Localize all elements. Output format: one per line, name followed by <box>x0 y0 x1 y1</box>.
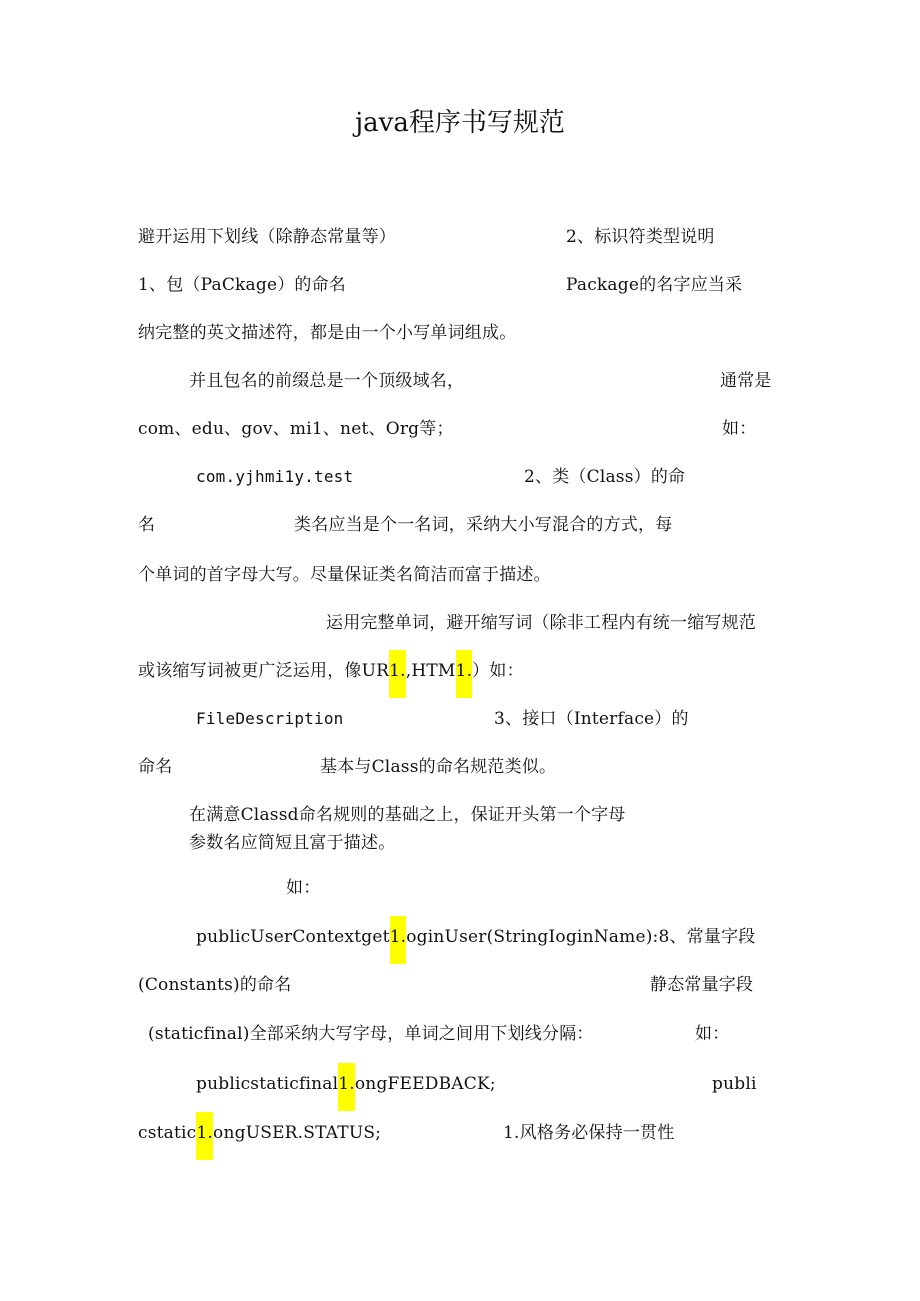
line-20-text: cstatic <box>138 1123 197 1143</box>
line-6-left: com.yjhmi1y.test <box>196 467 354 486</box>
line-13: 在满意Classd命名规则的基础之上，保证开头第一个字母 <box>189 805 626 825</box>
line-19-text: publicstaticfinal <box>196 1074 339 1094</box>
line-10-text-mid: ,HTM <box>405 661 456 681</box>
line-10 <box>138 659 524 683</box>
line-17-right: 静态常量字段 <box>650 975 754 995</box>
highlight-mark: 1. <box>389 650 406 698</box>
line-3: 纳完整的英文描述符，都是由一个小写单词组成。 <box>138 323 517 343</box>
line-19-text-end: ongFEEDBACK; <box>354 1074 496 1094</box>
line-18-left: (staticfinal)全部采纳大写字母，单词之间用下划线分隔： <box>148 1024 594 1044</box>
line-19-right: publi <box>712 1074 757 1094</box>
line-6-right: 2、类（Class）的命 <box>524 467 686 487</box>
line-11-left: FileDescription <box>196 709 344 728</box>
line-16 <box>196 925 755 949</box>
line-4-left: 并且包名的前缀总是一个顶级域名， <box>189 371 465 391</box>
highlight-mark: 1. <box>456 650 473 698</box>
line-7-right: 类名应当是个一名词，采纳大小写混合的方式，每 <box>294 515 673 535</box>
line-7-left: 名 <box>138 515 156 535</box>
line-12-right: 基本与Class的命名规范类似。 <box>320 757 557 777</box>
highlight-mark: 1. <box>196 1112 213 1160</box>
line-2-right: Package的名字应当采 <box>566 275 743 295</box>
line-11-right: 3、接口（Interface）的 <box>494 709 689 729</box>
highlight-mark: 1. <box>338 1063 355 1111</box>
line-10-text: 或该缩写词被更广泛运用，像UR <box>138 661 390 681</box>
line-1-right: 2、标识符类型说明 <box>566 227 715 247</box>
line-1-left: 避开运用下划线（除静态常量等） <box>138 227 396 247</box>
line-16-text-end: oginUser(StringIoginName):8、常量字段 <box>406 927 756 947</box>
line-17-left: (Constants)的命名 <box>138 975 292 995</box>
line-5-right: 如： <box>722 419 757 439</box>
line-5-left: com、edu、gov、mi1、net、Org等； <box>138 419 454 439</box>
line-4-right: 通常是 <box>720 371 772 391</box>
line-19-left <box>196 1072 496 1096</box>
line-14: 参数名应简短且富于描述。 <box>189 833 396 853</box>
highlight-mark: 1. <box>390 916 407 964</box>
line-20-right: 1.风格务必保持一贯性 <box>503 1123 675 1143</box>
line-16-text: publicUserContextget <box>196 927 390 947</box>
line-9: 运用完整单词，避开缩写词（除非工程内有统一缩写规范 <box>326 613 756 633</box>
document-title: java程序书写规范 <box>355 108 565 138</box>
line-10-text-end: ）如： <box>472 661 524 681</box>
line-20-left <box>138 1121 381 1145</box>
line-18-right: 如： <box>695 1024 730 1044</box>
line-8: 个单词的首字母大写。尽量保证类名简洁而富于描述。 <box>138 565 551 585</box>
line-12-left: 命名 <box>138 757 173 777</box>
line-15: 如： <box>286 878 321 898</box>
line-20-text-end: ongUSER.STATUS; <box>213 1123 382 1143</box>
line-2-left: 1、包（PaCkage）的命名 <box>138 275 347 295</box>
